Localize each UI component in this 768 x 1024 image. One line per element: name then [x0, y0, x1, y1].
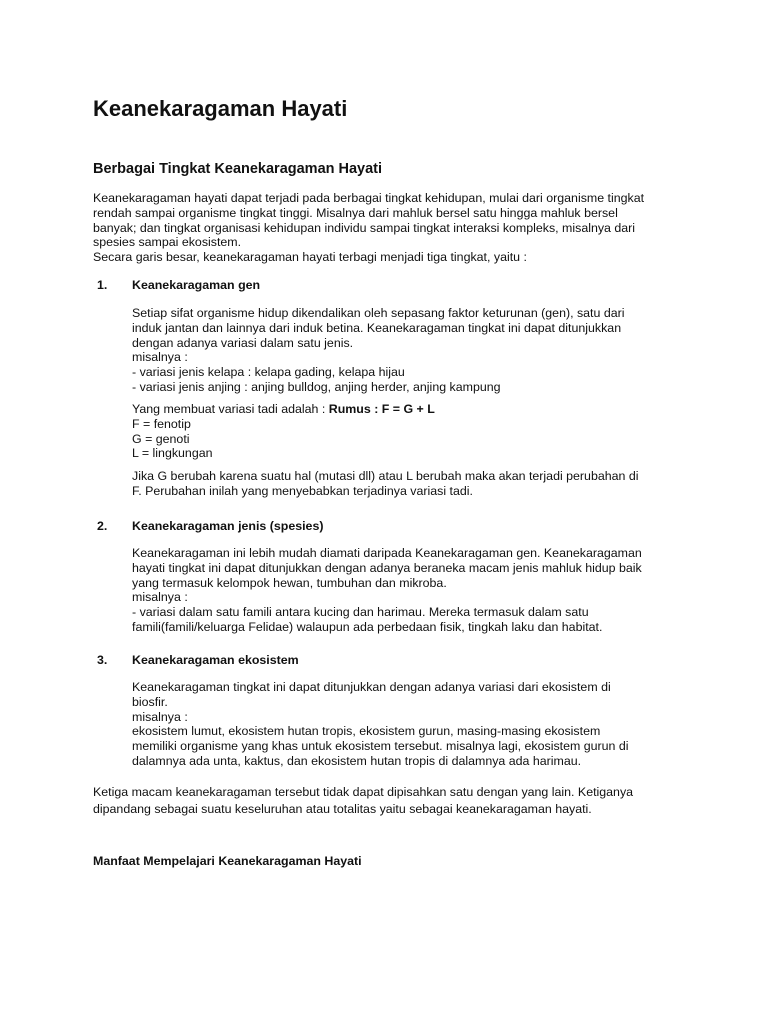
- list-number: 2.: [97, 519, 108, 533]
- closing-paragraph: Ketiga macam keanekaragaman tersebut tidak dapat dipisahkan satu dengan yang lain. Ketiganya dipandang sebagai suatu keseluruhan atau totalitas yaitu sebagai keanekaragaman hayati.: [93, 785, 634, 816]
- section-subtitle: Berbagai Tingkat Keanekaragaman Hayati: [93, 161, 383, 177]
- section-heading-jenis: Keanekaragaman jenis (spesies): [132, 519, 324, 533]
- page-title: Keanekaragaman Hayati: [93, 96, 348, 121]
- list-number: 3.: [97, 653, 108, 667]
- formula-line: Yang membuat variasi tadi adalah : Rumus : F = G + L: [132, 402, 435, 416]
- mutation-paragraph: Jika G berubah karena suatu hal (mutasi dll) atau L berubah maka akan terjadi perubahan di F. Perubahan inilah yang menyebabkan terjadinya variasi tadi.: [132, 469, 639, 498]
- ekosistem-paragraph: Keanekaragaman tingkat ini dapat ditunjukkan dengan adanya variasi dari ekosistem di biosfir. misalnya : ekosistem lumut, ekosistem hutan tropis, ekosistem gurun, masing-masing ekosistem memiliki organisme yang khas untuk ekosistem tersebut. misalnya lagi, ekosistem gurun di dalamnya ada unta, kaktus, dan ekosistem hutan tropis di dalamnya ada harimau.: [132, 680, 629, 768]
- section-heading-ekosistem: Keanekaragaman ekosistem: [132, 653, 299, 667]
- jenis-paragraph: Keanekaragaman ini lebih mudah diamati daripada Keanekaragaman gen. Keanekaragaman hayati tingkat ini dapat ditunjukkan dengan adanya beraneka macam jenis mahluk hidup baik yang termasuk kelompok hewan, tumbuhan dan mikroba. misalnya : - variasi dalam satu famili antara kucing dan harimau. Mereka termasuk dalam satu famili(famili/keluarga Felidae) walaupun ada perbedaan fisik, tingkah laku dan habitat.: [132, 546, 642, 634]
- formula-block: Yang membuat variasi tadi adalah : Rumus : F = G + L F = fenotip G = genoti L = lingkungan: [132, 402, 435, 461]
- manfaat-heading: Manfaat Mempelajari Keanekaragaman Hayati: [93, 854, 362, 868]
- section-heading-gen: Keanekaragaman gen: [132, 278, 261, 292]
- gen-paragraph: Setiap sifat organisme hidup dikendalikan oleh sepasang faktor keturunan (gen), satu dari induk jantan dan lainnya dari induk betina. Keanekaragaman tingkat ini dapat ditunjukkan dengan adanya variasi dalam satu jenis. misalnya : - variasi jenis kelapa : kelapa gading, kelapa hijau - variasi jenis anjing : anjing bulldog, anjing herder, anjing kampung: [132, 306, 625, 394]
- intro-paragraph: Keanekaragaman hayati dapat terjadi pada berbagai tingkat kehidupan, mulai dari organisme tingkat rendah sampai organisme tingkat tinggi. Misalnya dari mahluk bersel satu hingga mahluk bersel banyak; dan tingkat organisasi kehidupan individu sampai tingkat interaksi kompleks, misalnya dari spesies sampai ekosistem. Secara garis besar, keanekaragaman hayati terbagi menjadi tiga tingkat, yaitu :: [93, 191, 645, 265]
- list-number: 1.: [97, 278, 108, 292]
- formula-bold: Rumus : F = G + L: [328, 402, 435, 416]
